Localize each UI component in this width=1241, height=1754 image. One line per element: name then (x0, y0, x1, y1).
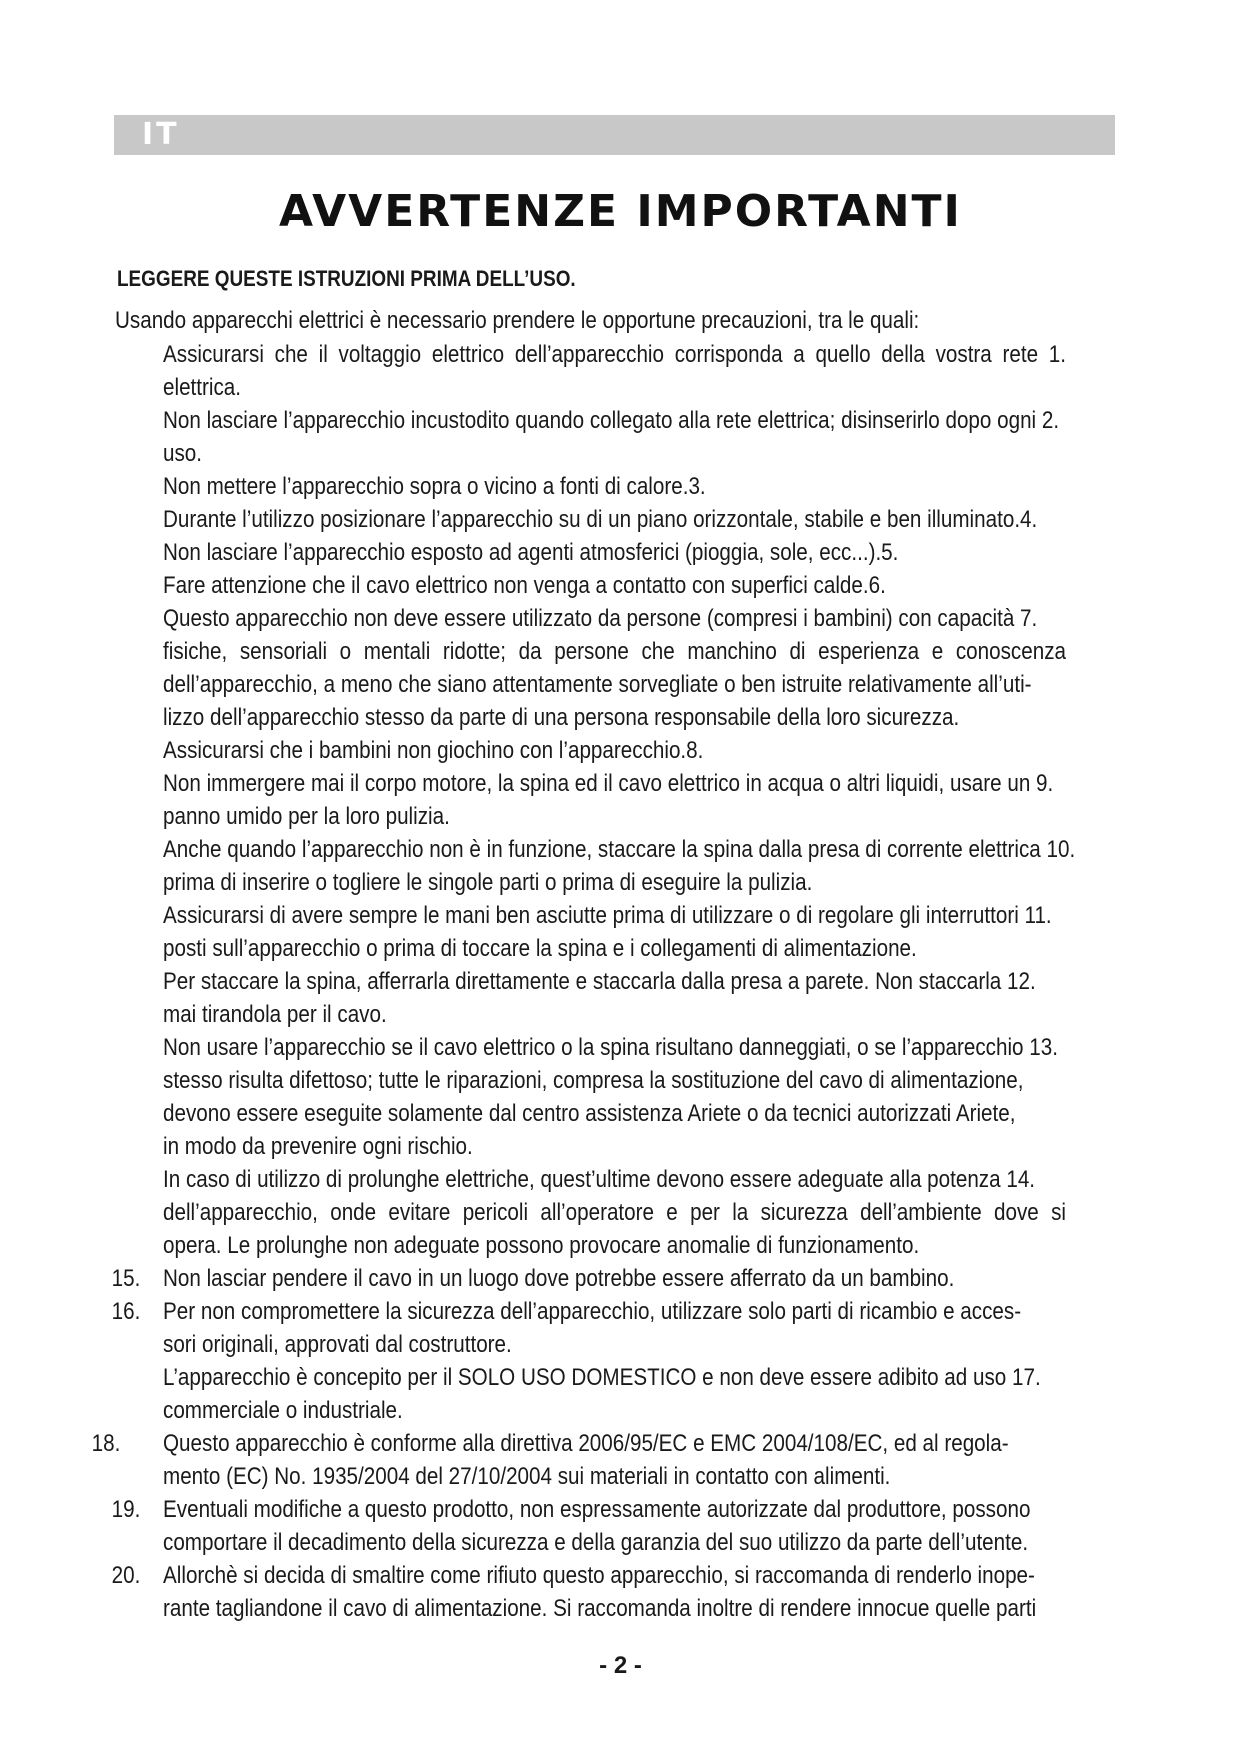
list-item-text (163, 833, 1076, 899)
list-item-line: Fare attenzione che il cavo elettrico non venga a contatto con superfici calde.6. (163, 572, 886, 599)
list-item-line: elettrica. (163, 374, 242, 401)
list-item-text (163, 899, 1066, 965)
page-number: - 2 - (599, 1652, 642, 1679)
list-item-text (163, 503, 1066, 536)
list-item-line: Eventuali modifiche a questo prodotto, non espressamente autorizzate dal produttore, possono (163, 1496, 1031, 1523)
list-item-line: Per non compromettere la sicurezza dell’apparecchio, utilizzare solo parti di ricambio e acces- (163, 1298, 1022, 1325)
language-bar (114, 115, 1115, 155)
list-item-line: dell’apparecchio, a meno che siano attentamente sorvegliate o ben istruite relativamente all’uti- (163, 671, 1032, 698)
list-item-line: comportare il decadimento della sicurezza e della garanzia del suo utilizzo da parte dell’utente. (163, 1529, 1029, 1556)
list-item-line: stesso risulta difettoso; tutte le riparazioni, compresa la sostituzione del cavo di alimentazione, (163, 1067, 1024, 1094)
list-item-text (163, 1262, 1066, 1295)
list-item-line: mento (EC) No. 1935/2004 del 27/10/2004 sui materiali in contatto con alimenti. (163, 1463, 891, 1490)
list-item-line: In caso di utilizzo di prolunghe elettriche, quest’ultime devono essere adeguate alla potenza 14. (163, 1166, 1036, 1193)
list-item (0, 1493, 1241, 1559)
list-item-line: commerciale o industriale. (163, 1397, 403, 1424)
list-item (0, 404, 1241, 470)
list-item-line: opera. Le prolunghe non adeguate possono provocare anomalie di funzionamento. (163, 1232, 920, 1259)
list-item (0, 602, 1241, 734)
list-item (0, 965, 1241, 1031)
intro-text: Usando apparecchi elettrici è necessario prendere le opportune precauzioni, tra le quali: (115, 307, 920, 334)
language-code: IT (142, 117, 180, 152)
list-item (0, 767, 1241, 833)
list-item-line: Non usare l’apparecchio se il cavo elettrico o la spina risultano danneggiati, o se l’apparecchio 13. (163, 1034, 1058, 1061)
list-item (0, 1427, 1241, 1493)
list-item-text (163, 404, 1066, 470)
list-item-line: Non lasciare l’apparecchio esposto ad agenti atmosferici (pioggia, sole, ecc...).5. (163, 539, 899, 566)
warnings-list (0, 338, 1241, 1625)
list-item (0, 1262, 1241, 1295)
list-item-line: Anche quando l’apparecchio non è in funzione, staccare la spina dalla presa di corrente elettrica 10. (163, 836, 1076, 863)
list-item (0, 503, 1241, 536)
list-item-line: fisiche, sensoriali o mentali ridotte; da persone che manchino di esperienza e conoscenza (163, 638, 1066, 665)
list-item-text (163, 470, 1066, 503)
list-item-line: Questo apparecchio non deve essere utilizzato da persone (compresi i bambini) con capacità 7. (163, 605, 1038, 632)
list-item-line: devono essere eseguite solamente dal centro assistenza Ariete o da tecnici autorizzati Ariete, (163, 1100, 1016, 1127)
list-item-line: panno umido per la loro pulizia. (163, 803, 450, 830)
list-item (0, 833, 1241, 899)
list-item-line: Non lasciare l’apparecchio incustodito quando collegato alla rete elettrica; disinserirlo dopo ogni 2. (163, 407, 1060, 434)
list-item-line: mai tirandola per il cavo. (163, 1001, 387, 1028)
list-item-number: 15. (111, 1265, 140, 1292)
list-item-line: Assicurarsi di avere sempre le mani ben asciutte prima di utilizzare o di regolare gli interruttori 11. (163, 902, 1052, 929)
page-title: AVVERTENZE IMPORTANTI (279, 186, 962, 237)
list-item (0, 1295, 1241, 1361)
list-item-text (163, 1361, 1066, 1427)
list-item-line: Allorchè si decida di smaltire come rifiuto questo apparecchio, si raccomanda di renderlo inope- (163, 1562, 1035, 1589)
list-item-number: 18. (91, 1430, 120, 1457)
list-item-line: lizzo dell’apparecchio stesso da parte di una persona responsabile della loro sicurezza. (163, 704, 960, 731)
list-item (0, 338, 1241, 404)
list-item-line: L’apparecchio è concepito per il SOLO USO DOMESTICO e non deve essere adibito ad uso 17. (163, 1364, 1041, 1391)
list-item-line: Per staccare la spina, afferrarla direttamente e staccarla dalla presa a parete. Non staccarla 12. (163, 968, 1036, 995)
list-item (0, 536, 1241, 569)
list-item (0, 1361, 1241, 1427)
list-item-line: Non lasciar pendere il cavo in un luogo dove potrebbe essere afferrato da un bambino. (163, 1265, 955, 1292)
list-item (0, 1031, 1241, 1163)
list-item-text (163, 1295, 1066, 1361)
list-item-text (163, 1427, 1066, 1493)
list-item-text (163, 767, 1066, 833)
list-item (0, 1163, 1241, 1262)
list-item-line: posti sull’apparecchio o prima di toccare la spina e i collegamenti di alimentazione. (163, 935, 917, 962)
list-item-line: dell’apparecchio, onde evitare pericoli all’operatore e per la sicurezza dell’ambiente dove si (163, 1199, 1066, 1226)
list-item-text (163, 1493, 1066, 1559)
list-item-text (163, 602, 1066, 734)
list-item (0, 734, 1241, 767)
list-item-line: uso. (163, 440, 203, 467)
list-item-line: Assicurarsi che i bambini non giochino con l’apparecchio.8. (163, 737, 704, 764)
list-item-line: prima di inserire o togliere le singole parti o prima di eseguire la pulizia. (163, 869, 813, 896)
list-item-number: 19. (111, 1496, 140, 1523)
list-item (0, 569, 1241, 602)
list-item-line: Non mettere l’apparecchio sopra o vicino a fonti di calore.3. (163, 473, 706, 500)
list-item-number: 16. (111, 1298, 140, 1325)
list-item-line: sori originali, approvati dal costruttore. (163, 1331, 512, 1358)
list-item-text (163, 734, 1066, 767)
list-item-text (163, 1163, 1066, 1262)
list-item-line: Non immergere mai il corpo motore, la spina ed il cavo elettrico in acqua o altri liquidi, usare un 9. (163, 770, 1054, 797)
list-item-line: Durante l’utilizzo posizionare l’apparecchio su di un piano orizzontale, stabile e ben illuminato.4. (163, 506, 1038, 533)
list-item (0, 1559, 1241, 1625)
list-item (0, 470, 1241, 503)
list-item-text (163, 965, 1066, 1031)
list-item-line: Questo apparecchio è conforme alla direttiva 2006/95/EC e EMC 2004/108/EC, ed al regola- (163, 1430, 1009, 1457)
subtitle: LEGGERE QUESTE ISTRUZIONI PRIMA DELL’USO. (117, 266, 576, 291)
list-item (0, 899, 1241, 965)
list-item-number: 20. (111, 1562, 140, 1589)
list-item-line: rante tagliandone il cavo di alimentazione. Si raccomanda inoltre di rendere innocue quelle parti (163, 1595, 1037, 1622)
list-item-text (163, 536, 1066, 569)
list-item-text (163, 1031, 1066, 1163)
list-item-text (163, 338, 1066, 404)
list-item-line: in modo da prevenire ogni rischio. (163, 1133, 473, 1160)
list-item-text (163, 569, 1066, 602)
list-item-line: Assicurarsi che il voltaggio elettrico dell’apparecchio corrisponda a quello della vostra rete 1. (163, 341, 1066, 368)
list-item-text (163, 1559, 1066, 1625)
